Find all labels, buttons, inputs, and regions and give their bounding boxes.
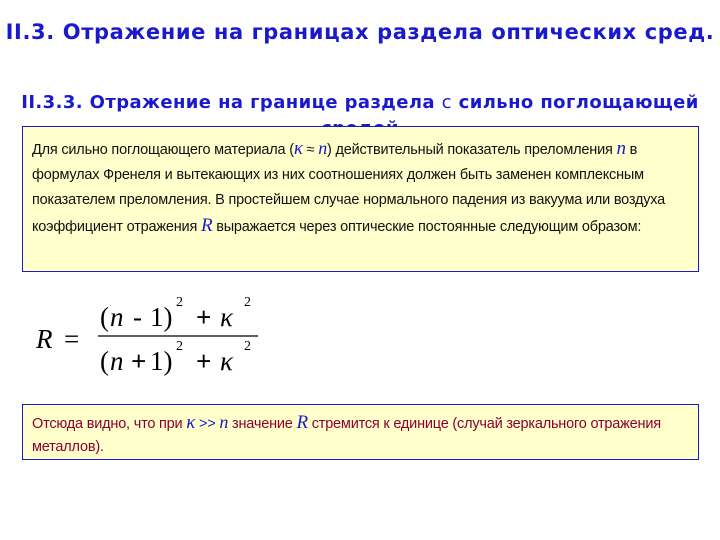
explanation-text-2: ) действительный показатель преломления: [327, 142, 617, 158]
formula-denominator: [100, 339, 251, 376]
svg-text:(: (: [100, 302, 109, 332]
slide-title: II.3. Отражение на границах раздела оптических сред.: [5, 20, 715, 44]
conclusion-text-2: значение: [228, 416, 297, 432]
svg-text:n: n: [110, 346, 124, 376]
conclusion-box: [22, 404, 699, 460]
svg-text:-: -: [133, 302, 142, 332]
formula-numerator: [100, 295, 251, 332]
approx-symbol: ≈: [302, 142, 319, 158]
svg-text:2: 2: [244, 339, 251, 354]
explanation-text-3: в формулах Френеля и вытекающих из них соотношениях должен быть заменен комплексным показателем преломления. В простейшем случае нормального падения из вакуума или воздуха коэффициент отражения: [32, 142, 666, 235]
subtitle-part-2: сильно поглощающей: [458, 92, 699, 113]
svg-text:n: n: [110, 302, 124, 332]
n-symbol-3: n: [219, 412, 229, 432]
svg-text:+: +: [131, 346, 147, 376]
svg-text:+: +: [196, 302, 212, 332]
conclusion-text-1: Отсюда видно, что при: [32, 416, 187, 432]
explanation-text-4: выражается через оптические постоянные следующим образом:: [212, 219, 642, 235]
reflection-formula: [36, 290, 296, 390]
explanation-text-1: Для сильно поглощающего материала (: [32, 142, 294, 158]
svg-text:(: (: [100, 346, 109, 376]
formula-equals: =: [64, 324, 80, 354]
svg-text:κ: κ: [220, 346, 233, 376]
r-symbol-2: R: [296, 412, 308, 433]
svg-text:κ: κ: [220, 302, 233, 332]
kappa-symbol-2: κ: [186, 412, 196, 433]
svg-text:1): 1): [150, 346, 173, 376]
r-symbol: R: [200, 215, 213, 236]
subtitle-connector: с: [441, 92, 452, 113]
n-symbol-2: n: [616, 138, 626, 159]
n-symbol: n: [318, 138, 327, 158]
formula-lhs: R: [36, 324, 53, 354]
kappa-symbol: κ: [293, 138, 303, 159]
subtitle-part-1: II.3.3. Отражение на границе раздела: [21, 92, 442, 113]
conclusion-text-3: стремится к единице (случай зеркального отражения металлов).: [32, 416, 661, 455]
svg-text:2: 2: [244, 295, 251, 310]
svg-text:2: 2: [176, 295, 183, 310]
svg-text:1): 1): [150, 302, 173, 332]
much-greater-symbol: >>: [195, 416, 220, 432]
svg-text:2: 2: [176, 339, 183, 354]
svg-text:+: +: [196, 346, 212, 376]
explanation-box: [22, 126, 699, 272]
